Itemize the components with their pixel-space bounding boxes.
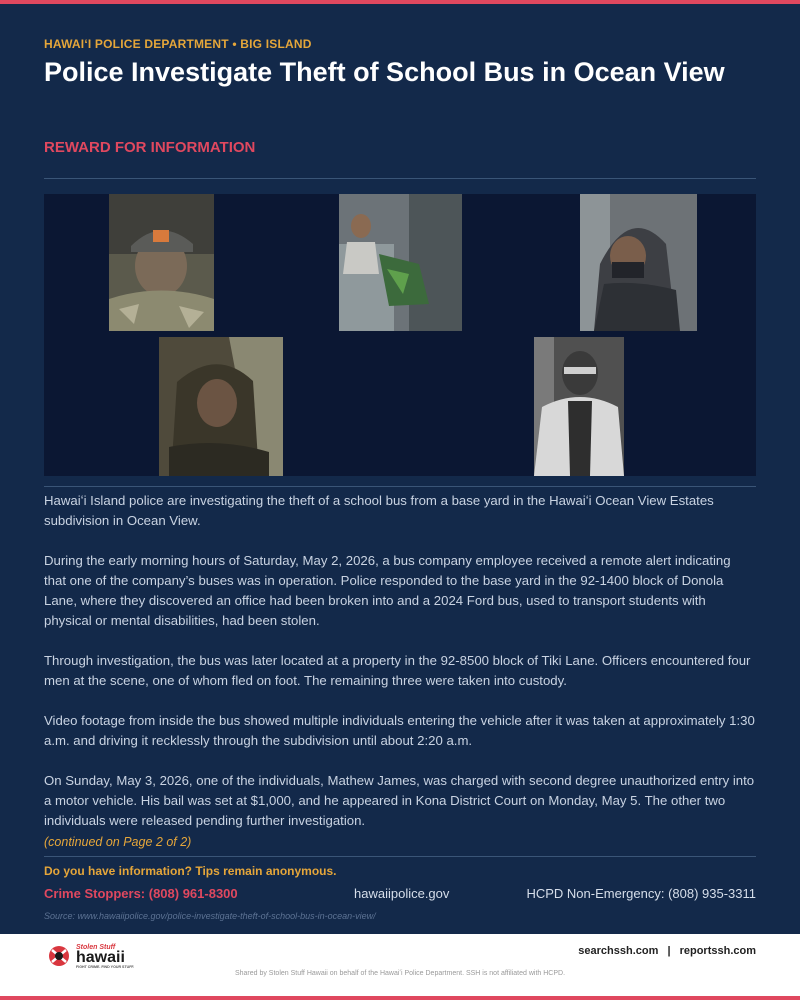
article-paragraph: Through investigation, the bus was later located at a property in the 92-8500 block of Tiki Lane. Officers encountered four men at the scene, one of whom fled on foot. The remaining three were taken into custody. [44,653,751,688]
tips-question: Do you have information? Tips remain anonymous. [44,864,337,878]
article-body [44,491,756,851]
crime-stoppers-phone[interactable]: Crime Stoppers: (808) 961-8300 [44,886,238,901]
paw-badge-icon [49,946,69,966]
website-link[interactable]: hawaiipolice.gov [354,886,450,901]
non-emergency-phone[interactable]: HCPD Non-Emergency: (808) 935-3311 [526,886,756,901]
svg-text:hawaii: hawaii [76,949,125,966]
source-link[interactable]: Source: www.hawaiipolice.gov/police-investigate-theft-of-school-bus-in-ocean-view/ [44,911,376,921]
suspect-photo-2 [339,194,462,331]
link-separator: | [667,945,671,957]
report-link[interactable]: reportssh.com [679,945,756,957]
divider [44,486,756,487]
suspect-photo-5 [534,337,624,476]
page-title: Police Investigate Theft of School Bus in Ocean View [44,57,725,87]
article-paragraph: On Sunday, May 3, 2026, one of the individuals, Mathew James, was charged with second degree unauthorized entry into a motor vehicle. His bail was set at $1,000, and he appeared in Kona District Court on Monday, May 5. The other two individuals were released pending further investigation. [44,773,755,828]
contact-row [44,886,756,904]
bottom-accent-bar [0,996,800,1000]
search-link[interactable]: searchssh.com [578,945,659,957]
divider [44,856,756,857]
suspect-photo-3 [580,194,697,331]
article-paragraph: Hawaiʻi Island police are investigating the theft of a school bus from a base yard in the Hawaiʻi Ocean View Estates subdivision in Ocean View. [44,493,714,528]
reward-heading: REWARD FOR INFORMATION [44,139,256,156]
suspect-photo-4 [159,337,283,476]
continued-note: (continued on Page 2 of 2) [44,835,192,849]
divider [44,178,756,179]
flyer-main [0,4,800,934]
suspect-photo-panel [44,194,756,476]
suspect-photo-1 [109,194,214,331]
article-paragraph: During the early morning hours of Saturday, May 2, 2026, a bus company employee received a remote alert indicating that one of the company’s buses was in operation. Police responded to the base yard in the 92-1400 block of Donola Lane, where they discovered an office had been broken into and a 2024 Ford bus, used to transport students with physical or mental disabilities, had been stolen. [44,553,731,628]
svg-text:FIGHT CRIME. FIND YOUR STUFF.: FIGHT CRIME. FIND YOUR STUFF. [76,965,135,969]
footer-disclaimer: Shared by Stolen Stuff Hawaii on behalf of the Hawaiʻi Police Department. SSH is not affiliated with HCPD. [234,970,566,977]
svg-text:Stolen Stuff: Stolen Stuff [76,944,116,951]
footer-links [578,945,756,957]
footer [0,934,800,996]
article-paragraph: Video footage from inside the bus showed multiple individuals entering the vehicle after it was taken at approximately 1:30 a.m. and driving it recklessly through the subdivision until about 2:20 a.m. [44,713,755,748]
department-kicker: HAWAIʻI POLICE DEPARTMENT • BIG ISLAND [44,37,312,51]
